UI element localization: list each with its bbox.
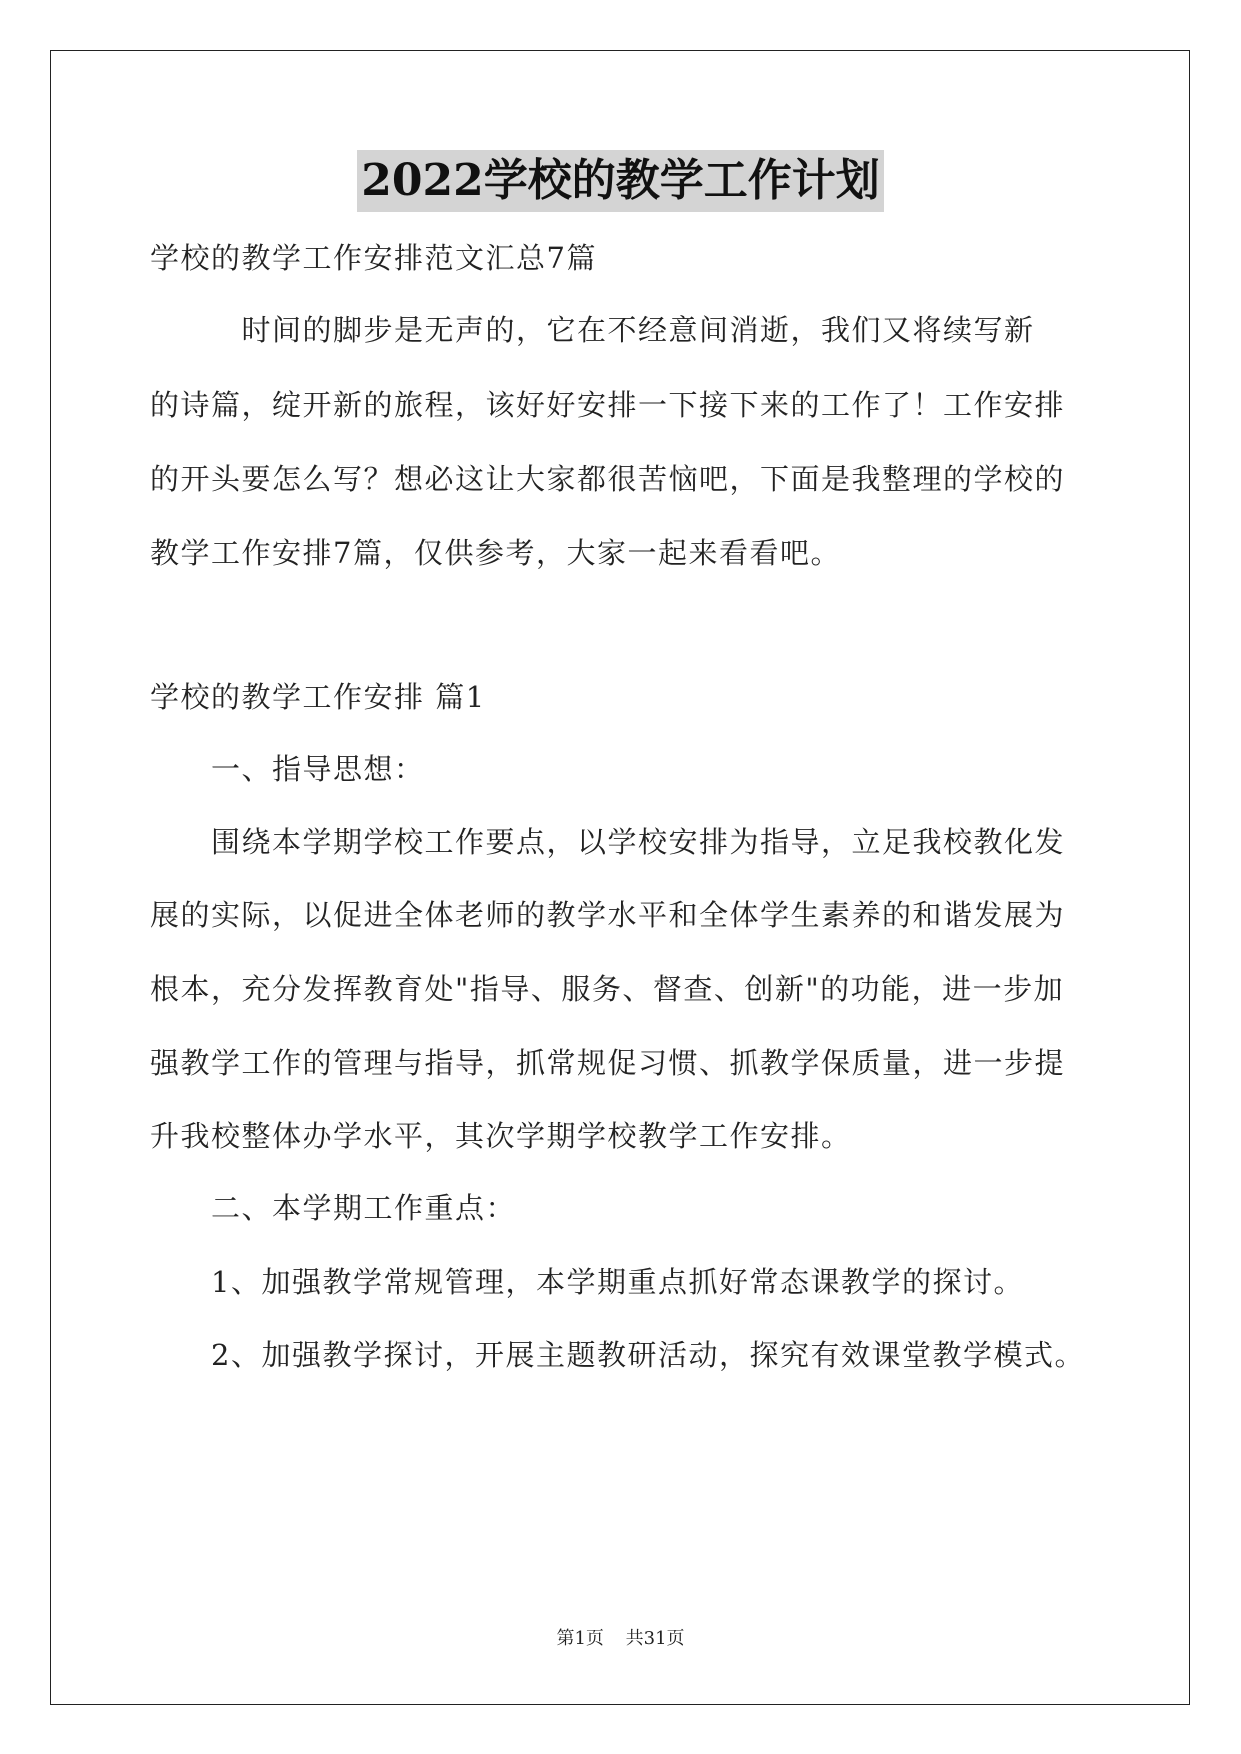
page-border <box>50 50 1190 1705</box>
paragraph-line: 根本，充分发挥教育处"指导、服务、督查、创新"的功能，进一步加 <box>150 972 1065 1006</box>
paragraph-line: 升我校整体办学水平，其次学期学校教学工作安排。 <box>150 1119 852 1153</box>
page-total: 共31页 <box>625 1628 685 1649</box>
paragraph-line: 的诗篇，绽开新的旅程，该好好安排一下接下来的工作了！工作安排 <box>150 388 1066 422</box>
list-item: 2、加强教学探讨，开展主题教研活动，探究有效课堂教学模式。 <box>150 1338 1085 1372</box>
paragraph-line: 时间的脚步是无声的，它在不经意间消逝，我们又将续写新 <box>150 313 1035 347</box>
paragraph-line: 展的实际，以促进全体老师的教学水平和全体学生素养的和谐发展为 <box>150 898 1066 932</box>
page-footer <box>0 1624 1241 1650</box>
subheading-line: 二、本学期工作重点： <box>150 1191 517 1225</box>
page-number: 第1页 <box>556 1628 604 1649</box>
subheading-line: 一、指导思想： <box>150 752 425 786</box>
section-heading: 学校的教学工作安排 篇1 <box>150 680 486 714</box>
document-title: 2022学校的教学工作计划 <box>357 150 883 212</box>
title-container <box>0 150 1241 212</box>
paragraph-line: 的开头要怎么写？想必这让大家都很苦恼吧，下面是我整理的学校的 <box>150 462 1066 496</box>
paragraph-line: 围绕本学期学校工作要点，以学校安排为指导，立足我校教化发 <box>150 825 1066 859</box>
paragraph-line: 强教学工作的管理与指导，抓常规促习惯、抓教学保质量，进一步提 <box>150 1046 1066 1080</box>
list-item: 1、加强教学常规管理，本学期重点抓好常态课教学的探讨。 <box>150 1265 1024 1299</box>
subtitle-line: 学校的教学工作安排范文汇总7篇 <box>150 241 597 275</box>
paragraph-line: 教学工作安排7篇，仅供参考，大家一起来看看吧。 <box>150 536 841 570</box>
